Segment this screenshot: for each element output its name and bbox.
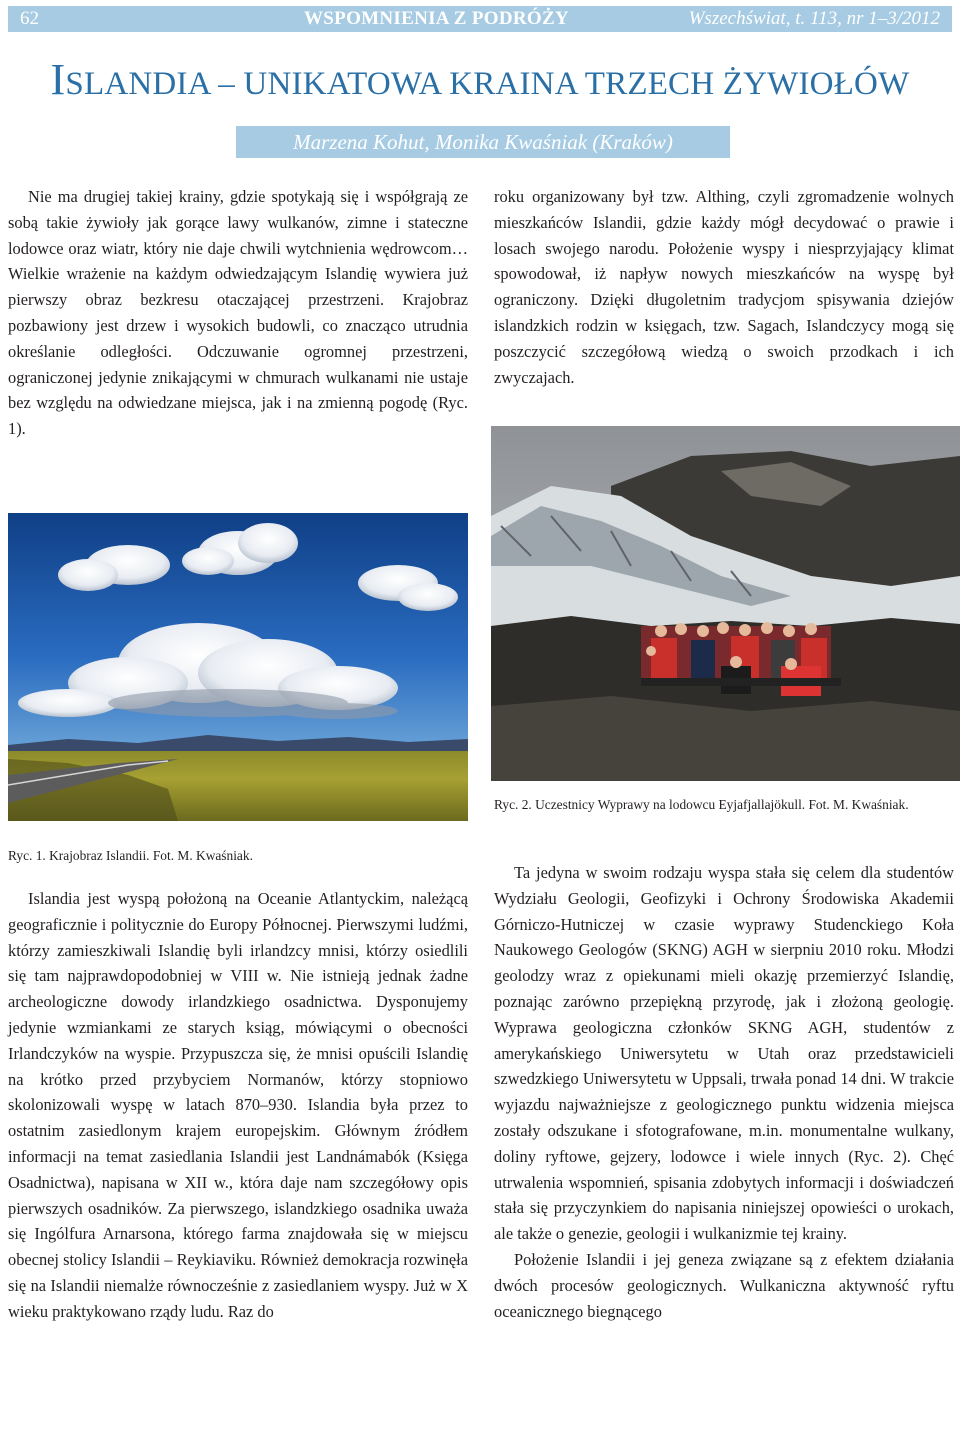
page-header <box>8 6 952 32</box>
paragraph: Położenie Islandii i jej geneza związane są z efektem działania dwóch procesów geologicznych. Wulkaniczna aktywność ryftu oceanicznego biegnącego <box>494 1249 954 1321</box>
title-initial: I <box>50 55 66 104</box>
section-title: WSPOMNIENIA Z PODRÓŻY <box>304 8 569 29</box>
figure-1-caption: Ryc. 1. Krajobraz Islandii. Fot. M. Kwaśniak. <box>8 848 253 863</box>
text-column-2 <box>494 184 954 390</box>
paragraph: roku organizowany był tzw. Althing, czyli zgromadzenie wolnych mieszkańców Islandii, gdzie każdy mógł decydować o prawie i losach swojego narodu. Położenie wyspy i niesprzyjający klimat spowodował, iż napływ nowych mieszkańców na wyspę był ograniczony. Dzięki długoletnim tradycjom spisywania dziejów islandzkich rodzin w księgach, tzw. Sagach, Islandczycy mogą się poszczycić szczegółową wiedzą o swoich przodkach i ich zwyczajach. <box>494 187 954 387</box>
page-number: 62 <box>20 8 39 29</box>
paragraph: Nie ma drugiej takiej krainy, gdzie spotykają się i współgrają ze sobą takie żywioły jak gorące lawy wulkanów, zimne i stateczne lodowce oraz wiatr, który nie daje chwili wytchnienia wędrowcom… Wielkie wrażenie na każdym odwiedzającym Islandię wywiera już pierwszy obraz bezkresu otaczającej przestrzeni. Krajobraz pozbawiony jest drzew i wysokich budowli, co znacząco utrudnia określanie odległości. Odczuwanie ogromnej przestrzeni, ograniczonej jedynie znikającymi w chmurach wulkanami nie ustaje bez względu na odwiedzane miejsca, jak i na zmienną pogodę (Ryc. 1). <box>8 187 468 439</box>
paragraph: Ta jedyna w swoim rodzaju wyspa stała się celem dla studentów Wydziału Geologii, Geofizyki i Ochrony Środowiska Akademii Górniczo-Hutniczej w czasie wyprawy Studenckiego Koła Naukowego Geologów (SKNG) AGH w sierpniu 2010 roku. Młodzi geolodzy wraz z opiekunami mieli okazję przemierzyć Islandię, poznając zarówno przepiękną przyrodę, jak i złożoną geologię. Wyprawa geologiczna członków SKNG AGH, studentów z amerykańskiego Uniwersytetu w Utah oraz przedstawicieli szwedzkiego Uniwersytetu w Uppsali, trwała ponad 14 dni. W trakcie wyjazdu najważniejsze z geologicznego punktu widzenia miejsca zostały odszukane i sfotografowane, m.in. monumentalne wulkany, doliny ryftowe, gejzery, lodowce i wiele innych (Ryc. 2). Chęć utrwalenia wspomnień, spisania zdobytych informacji i doświadczeń stała się przyczynkiem do napisania niniejszej opowieści o urokach, ale także o genezie, geologii i wulkanizmie tej krainy. <box>494 863 954 1244</box>
figure-2-glacier-group-photo <box>491 426 960 781</box>
title-rest: SLANDIA – UNIKATOWA KRAINA TRZECH ŻYWIOŁÓW <box>65 66 910 102</box>
paragraph: Islandia jest wyspą położoną na Oceanie Atlantyckim, należącą geograficznie i politycznie do Europy Północnej. Pierwszymi ludźmi, którzy zamieszkiwali Islandię byli irlandzcy mnisi, którzy osiedlili się tam najprawdopodobniej w VIII w. Nie istnieją jednak żadne archeologiczne dowody irlandzkiego osadnictwa. Dysponujemy jedynie wzmiankami ze starych ksiąg, mówiącymi o obecności Irlandczyków na wyspie. Przypuszcza się, że mnisi opuścili Islandię na krótko przed przybyciem Normanów, którzy stopniowo skolonizowali wyspę w latach 870–930. Islandia była przez to ostatnim zasiedlonym krajem europejskim. Głównym źródłem informacji na temat zasiedlania Islandii jest Landnámabók (Księga Osadnictwa), napisana w XII w., która daje nam szczegółowy opis pierwszych osadników. Za pierwszego, islandzkiego osadnika uważa się Ingólfura Arnarsona, którego farma znajdowała się w miejscu obecnej stolicy Islandii – Reykiaviku. Również demokracja rozwinęła się na Islandii niemalże równocześnie z zasiedlaniem wyspy. Już w X wieku praktykowano rządy ludu. Raz do <box>8 889 468 1321</box>
journal-reference: Wszechświat, t. 113, nr 1–3/2012 <box>688 8 940 29</box>
text-column-3 <box>8 886 468 1325</box>
figure-2-caption: Ryc. 2. Uczestnicy Wyprawy na lodowcu Eyjafjallajökull. Fot. M. Kwaśniak. <box>494 797 909 812</box>
figure-1-landscape-photo <box>8 513 468 821</box>
group-of-people <box>641 622 841 696</box>
article-authors: Marzena Kohut, Monika Kwaśniak (Kraków) <box>236 126 730 158</box>
text-column-4 <box>494 860 954 1324</box>
text-column-1 <box>8 184 468 442</box>
article-title <box>0 55 960 106</box>
